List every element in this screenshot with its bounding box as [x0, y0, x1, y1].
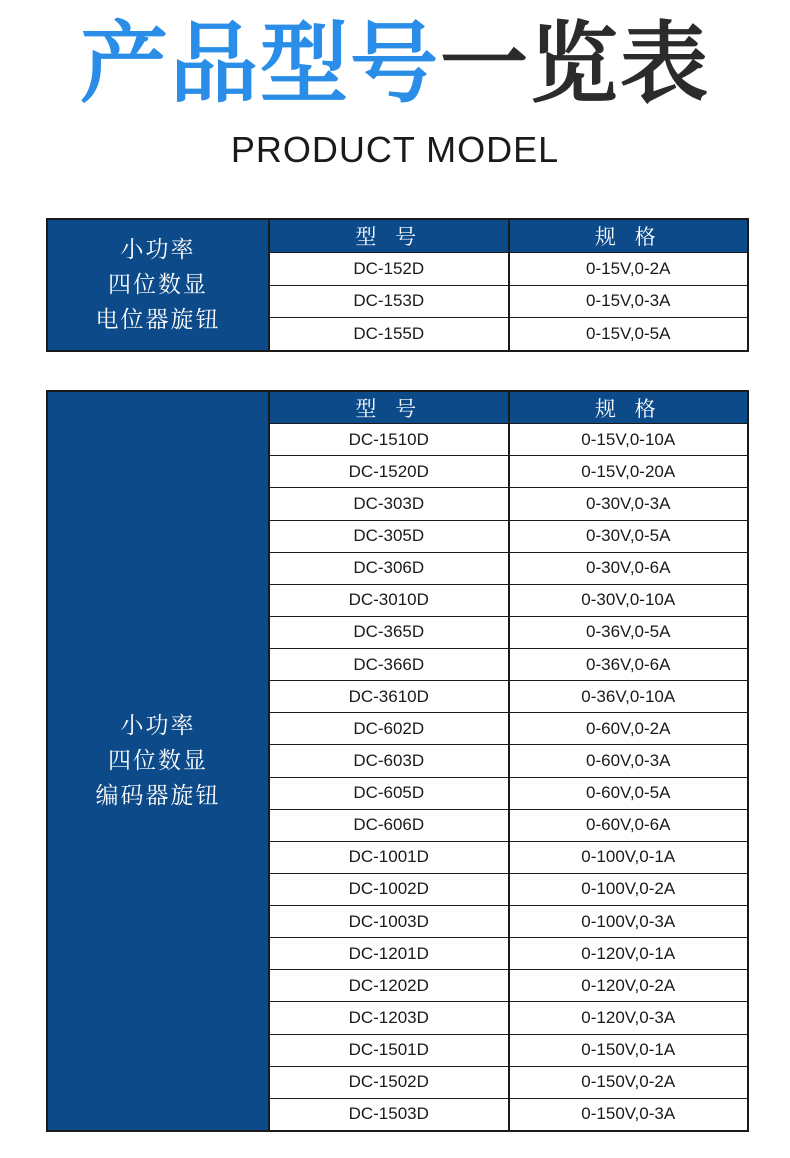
- table-row: [270, 423, 747, 455]
- table-row: [270, 317, 747, 350]
- table-row: [270, 487, 747, 519]
- model-cell: DC-1202D: [270, 970, 510, 1001]
- model-cell: DC-602D: [270, 713, 510, 744]
- table-row: [270, 648, 747, 680]
- model-table-potentiometer: [46, 218, 749, 352]
- model-cell: DC-1510D: [270, 424, 510, 455]
- model-cell: DC-1003D: [270, 906, 510, 937]
- spec-cell: 0-60V,0-3A: [586, 750, 671, 770]
- table-header-row: [270, 392, 747, 423]
- spec-cell: 0-150V,0-2A: [581, 1072, 676, 1092]
- table-row: [270, 744, 747, 776]
- model-cell: DC-1002D: [270, 874, 510, 905]
- model-cell: DC-305D: [270, 521, 510, 552]
- category-line: 四位数显: [108, 747, 208, 774]
- model-cell: DC-606D: [270, 810, 510, 841]
- model-cell: DC-155D: [270, 318, 510, 350]
- spec-cell: 0-100V,0-2A: [581, 879, 676, 899]
- spec-cell: 0-120V,0-3A: [581, 1007, 676, 1027]
- table-row: [270, 905, 747, 937]
- table-row: [270, 552, 747, 584]
- table-row: [270, 1034, 747, 1066]
- spec-cell: 0-36V,0-5A: [586, 622, 671, 642]
- spec-cell: 0-15V,0-2A: [586, 258, 671, 278]
- category-cell: [48, 220, 270, 350]
- table-row: [270, 712, 747, 744]
- table-columns: [270, 392, 747, 1130]
- model-cell: DC-366D: [270, 649, 510, 680]
- spec-cell: 0-100V,0-1A: [581, 847, 676, 867]
- column-header-model: 型 号: [270, 392, 510, 423]
- spec-cell: 0-36V,0-10A: [581, 686, 676, 706]
- spec-cell: 0-60V,0-5A: [586, 783, 671, 803]
- model-cell: DC-1502D: [270, 1067, 510, 1098]
- table-row: [270, 584, 747, 616]
- title-blue-part: 产品型号: [79, 12, 440, 115]
- model-cell: DC-3010D: [270, 585, 510, 616]
- table-row: [270, 937, 747, 969]
- model-cell: DC-3610D: [270, 681, 510, 712]
- category-line: 小功率: [120, 712, 196, 739]
- category-line: 电位器旋钮: [95, 306, 221, 333]
- table-row: [270, 841, 747, 873]
- category-line: 四位数显: [108, 271, 208, 298]
- spec-cell: 0-30V,0-5A: [586, 526, 671, 546]
- model-cell: DC-1520D: [270, 456, 510, 487]
- spec-cell: 0-36V,0-6A: [586, 654, 671, 674]
- model-cell: DC-1001D: [270, 842, 510, 873]
- page-subtitle: PRODUCT MODEL: [230, 129, 560, 170]
- category-cell: [48, 392, 270, 1130]
- model-cell: DC-153D: [270, 286, 510, 318]
- spec-cell: 0-60V,0-2A: [586, 718, 671, 738]
- spec-cell: 0-15V,0-20A: [581, 461, 676, 481]
- model-cell: DC-1203D: [270, 1002, 510, 1033]
- spec-cell: 0-100V,0-3A: [581, 911, 676, 931]
- model-cell: DC-605D: [270, 778, 510, 809]
- spec-cell: 0-60V,0-6A: [586, 815, 671, 835]
- category-line: 编码器旋钮: [95, 782, 221, 809]
- model-cell: DC-1503D: [270, 1099, 510, 1130]
- spec-cell: 0-30V,0-3A: [586, 493, 671, 513]
- table-row: [270, 252, 747, 285]
- model-cell: DC-365D: [270, 617, 510, 648]
- spec-cell: 0-15V,0-10A: [581, 429, 676, 449]
- model-cell: DC-152D: [270, 253, 510, 285]
- table-row: [270, 520, 747, 552]
- model-table-encoder: [46, 390, 749, 1132]
- title-dark-part: 一览表: [440, 12, 711, 115]
- table-row: [270, 809, 747, 841]
- model-cell: DC-303D: [270, 488, 510, 519]
- column-header-model: 型 号: [270, 220, 510, 252]
- table-row: [270, 1001, 747, 1033]
- column-header-spec: 规 格: [594, 396, 662, 421]
- table-row: [270, 1098, 747, 1130]
- spec-cell: 0-15V,0-3A: [586, 291, 671, 311]
- category-line: 小功率: [120, 236, 196, 263]
- model-cell: DC-603D: [270, 745, 510, 776]
- spec-cell: 0-120V,0-1A: [581, 943, 676, 963]
- table-row: [270, 777, 747, 809]
- table-row: [270, 680, 747, 712]
- spec-cell: 0-150V,0-1A: [581, 1040, 676, 1060]
- model-cell: DC-1501D: [270, 1035, 510, 1066]
- model-cell: DC-1201D: [270, 938, 510, 969]
- spec-cell: 0-30V,0-10A: [581, 590, 676, 610]
- table-row: [270, 873, 747, 905]
- spec-cell: 0-150V,0-3A: [581, 1104, 676, 1124]
- table-row: [270, 1066, 747, 1098]
- table-columns: [270, 220, 747, 350]
- table-row: [270, 285, 747, 318]
- model-cell: DC-306D: [270, 553, 510, 584]
- table-row: [270, 455, 747, 487]
- table-header-row: [270, 220, 747, 252]
- table-row: [270, 969, 747, 1001]
- spec-cell: 0-15V,0-5A: [586, 324, 671, 344]
- column-header-spec: 规 格: [594, 224, 662, 249]
- page-title: [0, 14, 790, 114]
- table-row: [270, 616, 747, 648]
- spec-cell: 0-30V,0-6A: [586, 558, 671, 578]
- spec-cell: 0-120V,0-2A: [581, 975, 676, 995]
